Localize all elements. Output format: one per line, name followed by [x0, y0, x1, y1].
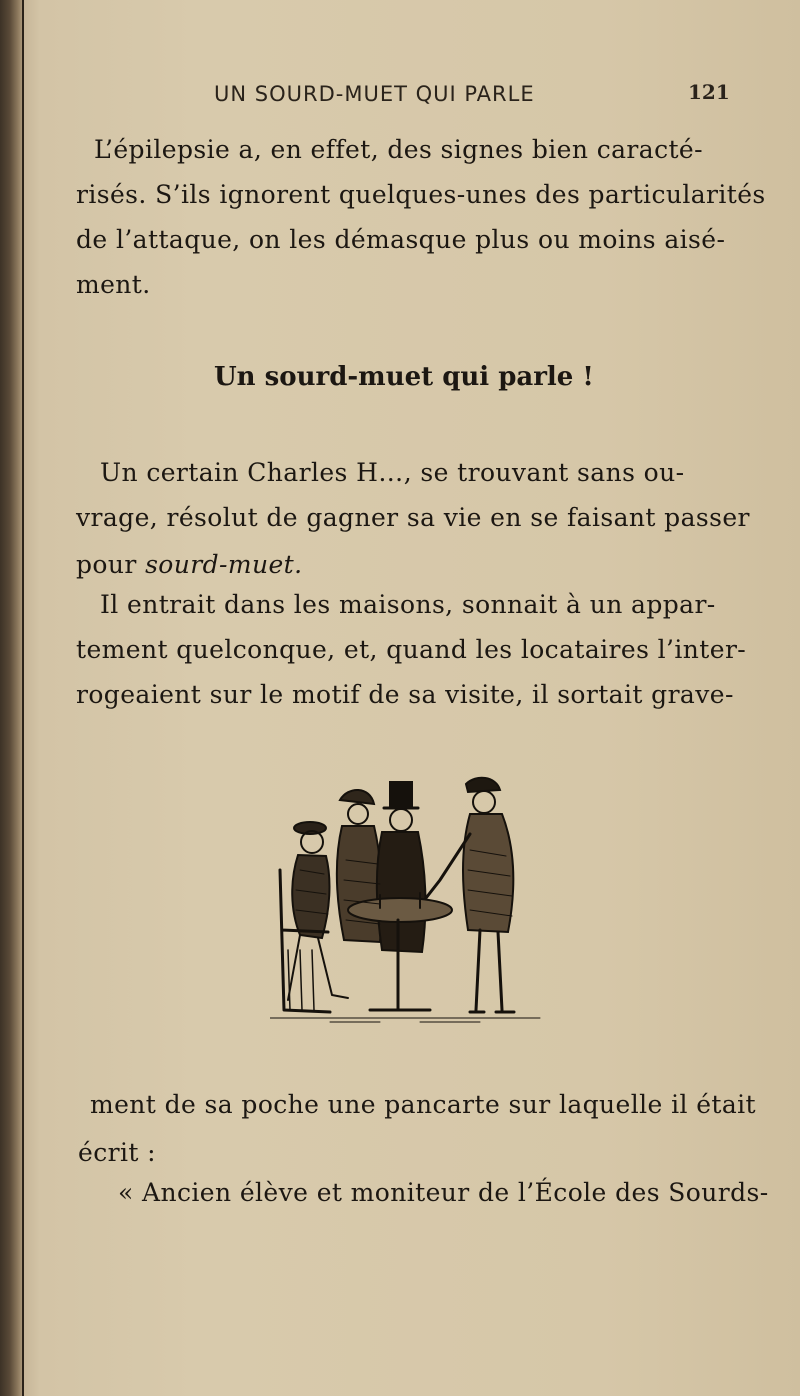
paragraph-line: L’épilepsie a, en effet, des signes bien caracté- — [94, 135, 703, 164]
paragraph-line: Il entrait dans les maisons, sonnait à un appar- — [100, 590, 716, 619]
engraving-figures-at-table-icon — [270, 778, 540, 1022]
paragraph-line: risés. S’ils ignorent quelques-unes des particularités — [76, 180, 766, 209]
engraving-illustration — [270, 760, 550, 1035]
running-title: UN SOURD-MUET QUI PARLE — [214, 82, 535, 106]
italic-term: sourd-muet. — [145, 550, 303, 579]
paragraph-line: ment de sa poche une pancarte sur laquelle il était — [90, 1090, 757, 1119]
paragraph-line: Un certain Charles H…, se trouvant sans ou- — [100, 458, 685, 487]
page-number: 121 — [688, 80, 730, 104]
paragraph-line: vrage, résolut de gagner sa vie en se faisant passer — [76, 503, 750, 532]
paragraph-line: ment. — [76, 270, 151, 299]
paragraph-line: tement quelconque, et, quand les locataires l’inter- — [76, 635, 747, 664]
paragraph-line — [76, 550, 302, 579]
paragraph-line: « Ancien élève et moniteur de l’École des Sourds- — [118, 1178, 769, 1207]
binding-line — [22, 0, 24, 1396]
paragraph-line: de l’attaque, on les démasque plus ou moins aisé- — [76, 225, 726, 254]
section-heading: Un sourd-muet qui parle ! — [214, 362, 594, 392]
binding-edge — [0, 0, 24, 1396]
paragraph-line: écrit : — [78, 1138, 156, 1167]
paragraph-line: rogeaient sur le motif de sa visite, il sortait grave- — [76, 680, 734, 709]
paragraph-text: pour — [76, 550, 146, 579]
